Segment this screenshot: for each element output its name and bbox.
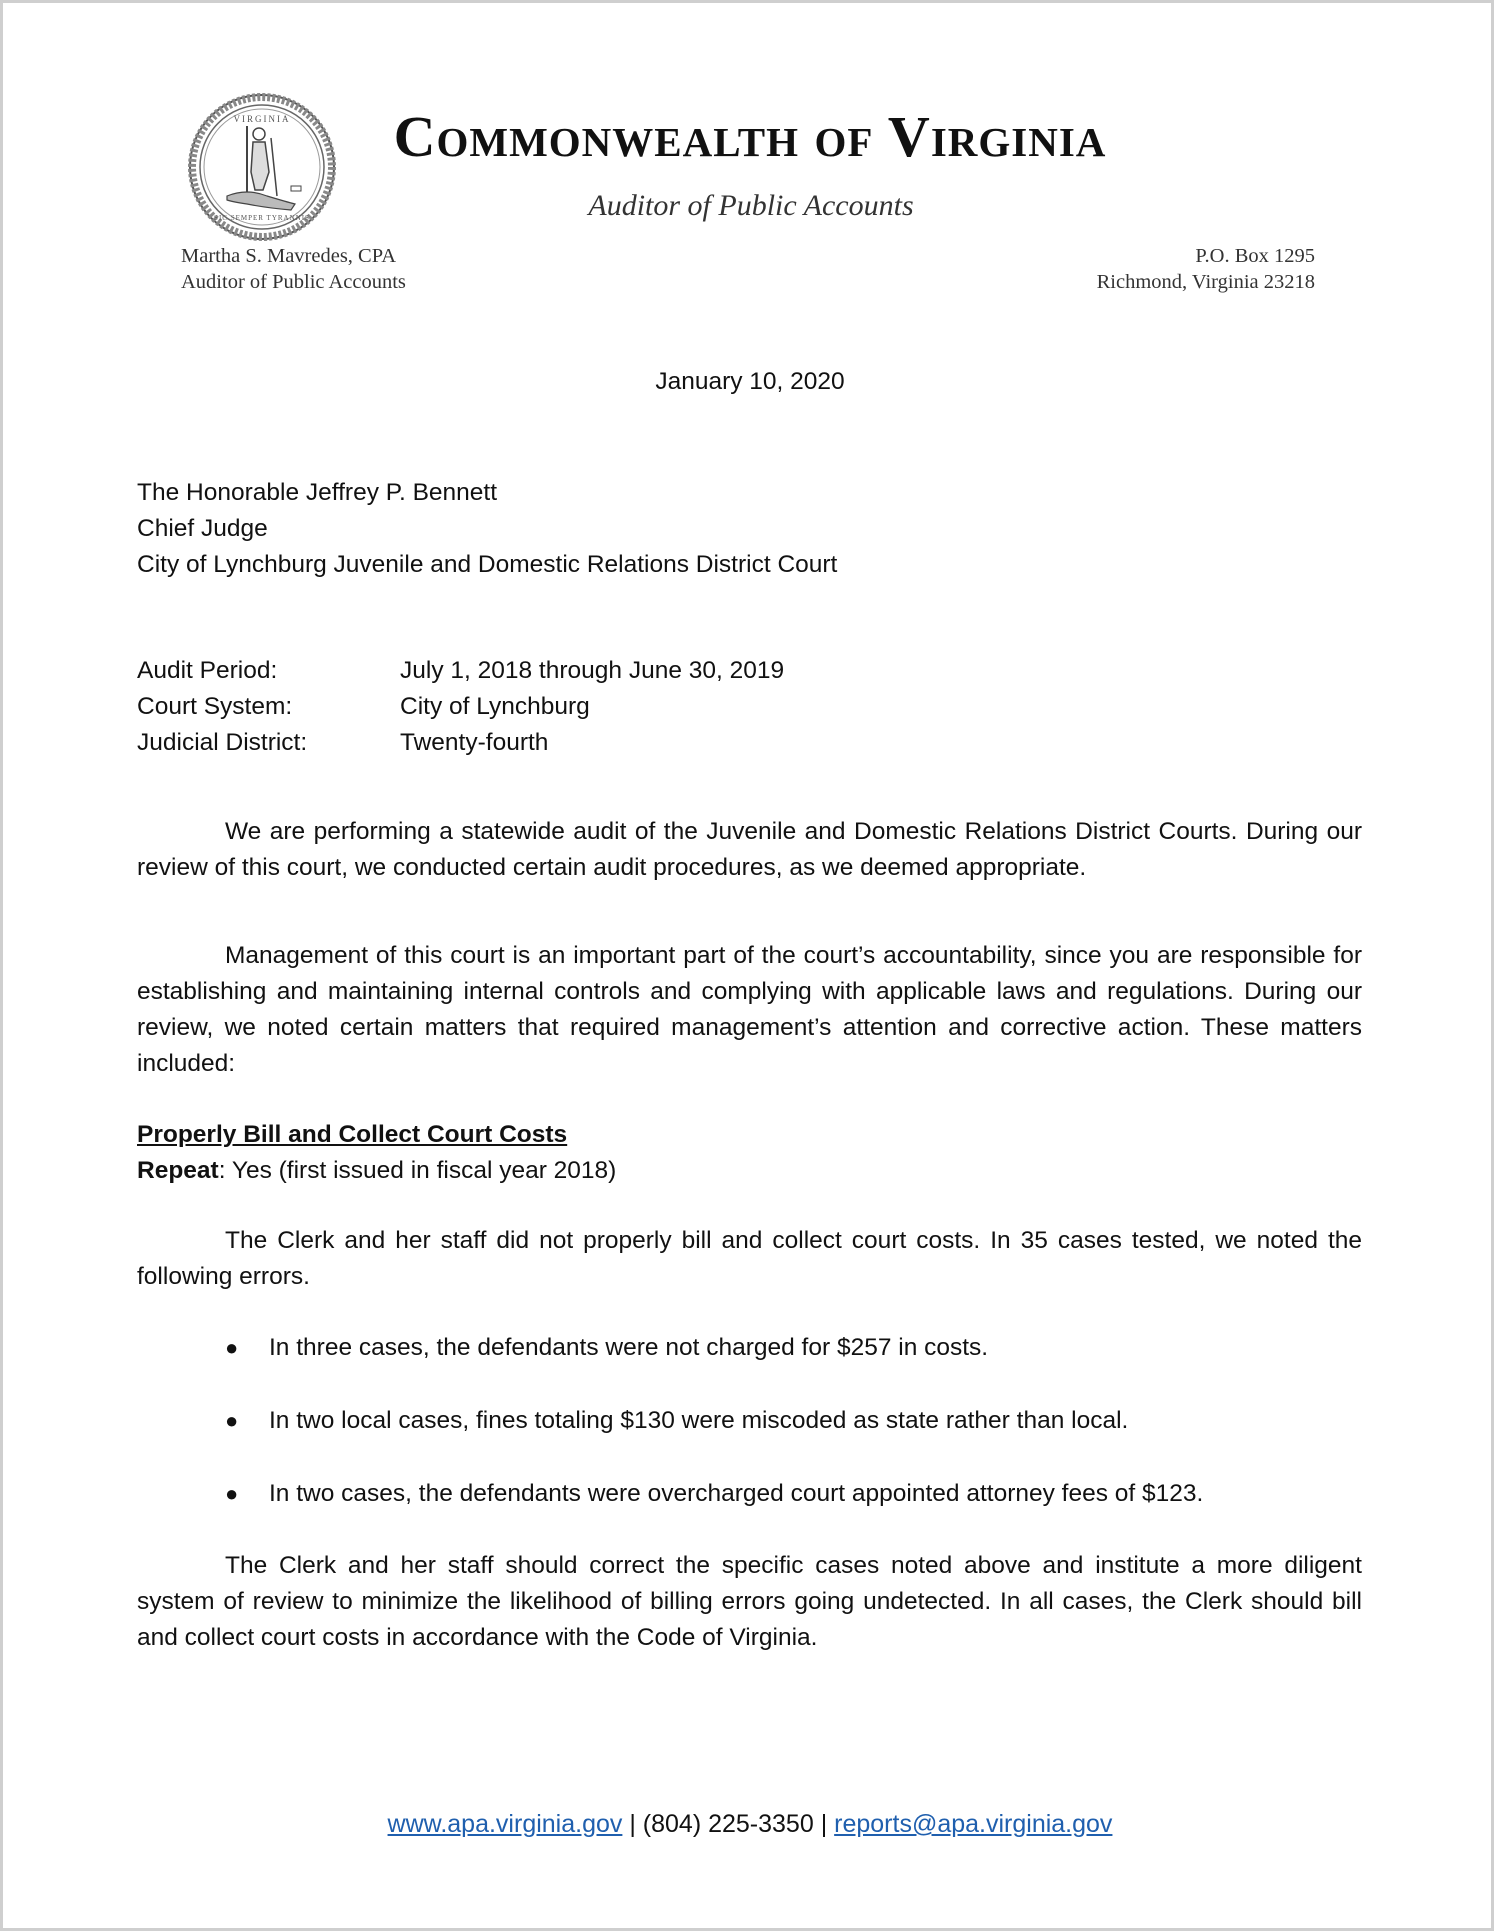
website-link[interactable]: www.apa.virginia.gov — [387, 1810, 623, 1838]
audit-period-row — [137, 653, 784, 689]
repeat-line — [137, 1153, 616, 1189]
bullet-text: In two local cases, fines totaling $130 were miscoded as state rather than local. — [269, 1407, 1129, 1434]
footer-separator: | — [813, 1810, 835, 1838]
finding-paragraph: The Clerk and her staff did not properly bill and collect court costs. In 35 cases tested, we noted the following errors. — [137, 1227, 1362, 1290]
management-paragraph: Management of this court is an important part of the court’s accountability, since you are responsible for establishing and maintaining internal controls and complying with applicable laws and regulations. During our review, we noted certain matters that required management’s attention and corrective action. These matters included: — [137, 942, 1362, 1077]
bullet-item — [225, 1330, 988, 1366]
bullet-text: In three cases, the defendants were not charged for $257 in costs. — [269, 1334, 989, 1361]
letterhead-title: Commonwealth of Virginia — [393, 104, 1107, 169]
city-state-zip: Richmond, Virginia 23218 — [1096, 271, 1315, 293]
footer-separator: | — [622, 1810, 643, 1838]
bullet-text: In two cases, the defendants were overcharged court appointed attorney fees of $123. — [269, 1480, 1204, 1507]
intro-paragraph: We are performing a statewide audit of the Juvenile and Domestic Relations District Courts. During our review of this court, we conducted certain audit procedures, as we deemed appropriate. — [137, 818, 1362, 881]
bullet-item — [225, 1403, 1128, 1439]
phone-number: (804) 225-3350 — [642, 1810, 814, 1838]
repeat-value: : Yes (first issued in fiscal year 2018) — [218, 1157, 617, 1184]
addressee-name: The Honorable Jeffrey P. Bennett — [137, 479, 498, 506]
bullet-item — [225, 1476, 1203, 1512]
letterhead-subtitle: Auditor of Public Accounts — [588, 189, 914, 222]
addressee-court: City of Lynchburg Juvenile and Domestic Relations District Court — [137, 551, 838, 578]
bullet-icon: ● — [225, 1335, 239, 1360]
po-box: P.O. Box 1295 — [1195, 245, 1315, 267]
court-system-row — [137, 689, 784, 725]
addressee-block — [137, 475, 837, 583]
audit-info-block — [137, 653, 784, 761]
finding-heading: Properly Bill and Collect Court Costs — [137, 1121, 568, 1148]
letter-date: January 10, 2020 — [655, 368, 845, 395]
svg-text:SIC SEMPER TYRANNIS: SIC SEMPER TYRANNIS — [214, 214, 310, 222]
judicial-district-label: Judicial District: — [137, 729, 308, 756]
audit-period-label: Audit Period: — [137, 657, 278, 684]
bullet-icon: ● — [225, 1481, 239, 1506]
bullet-icon: ● — [225, 1408, 239, 1433]
court-system-value: City of Lynchburg — [400, 693, 590, 720]
sender-address — [181, 243, 406, 295]
email-link[interactable]: reports@apa.virginia.gov — [834, 1810, 1113, 1838]
judicial-district-value: Twenty-fourth — [400, 729, 549, 756]
repeat-label: Repeat — [137, 1157, 219, 1184]
judicial-district-row — [137, 725, 784, 761]
addressee-title: Chief Judge — [137, 515, 268, 542]
audit-period-value: July 1, 2018 through June 30, 2019 — [400, 657, 785, 684]
svg-text:VIRGINIA: VIRGINIA — [233, 114, 291, 124]
office-address — [1097, 243, 1315, 295]
footer-contact — [3, 1810, 1494, 1839]
sender-title: Auditor of Public Accounts — [181, 271, 406, 293]
sender-name: Martha S. Mavredes, CPA — [181, 245, 397, 267]
recommendation-paragraph: The Clerk and her staff should correct the specific cases noted above and institute a more diligent system of review to minimize the likelihood of billing errors going undetected. In all cases, the Clerk should bill and collect court costs in accordance with the Code of Virginia. — [137, 1552, 1362, 1651]
court-system-label: Court System: — [137, 693, 293, 720]
